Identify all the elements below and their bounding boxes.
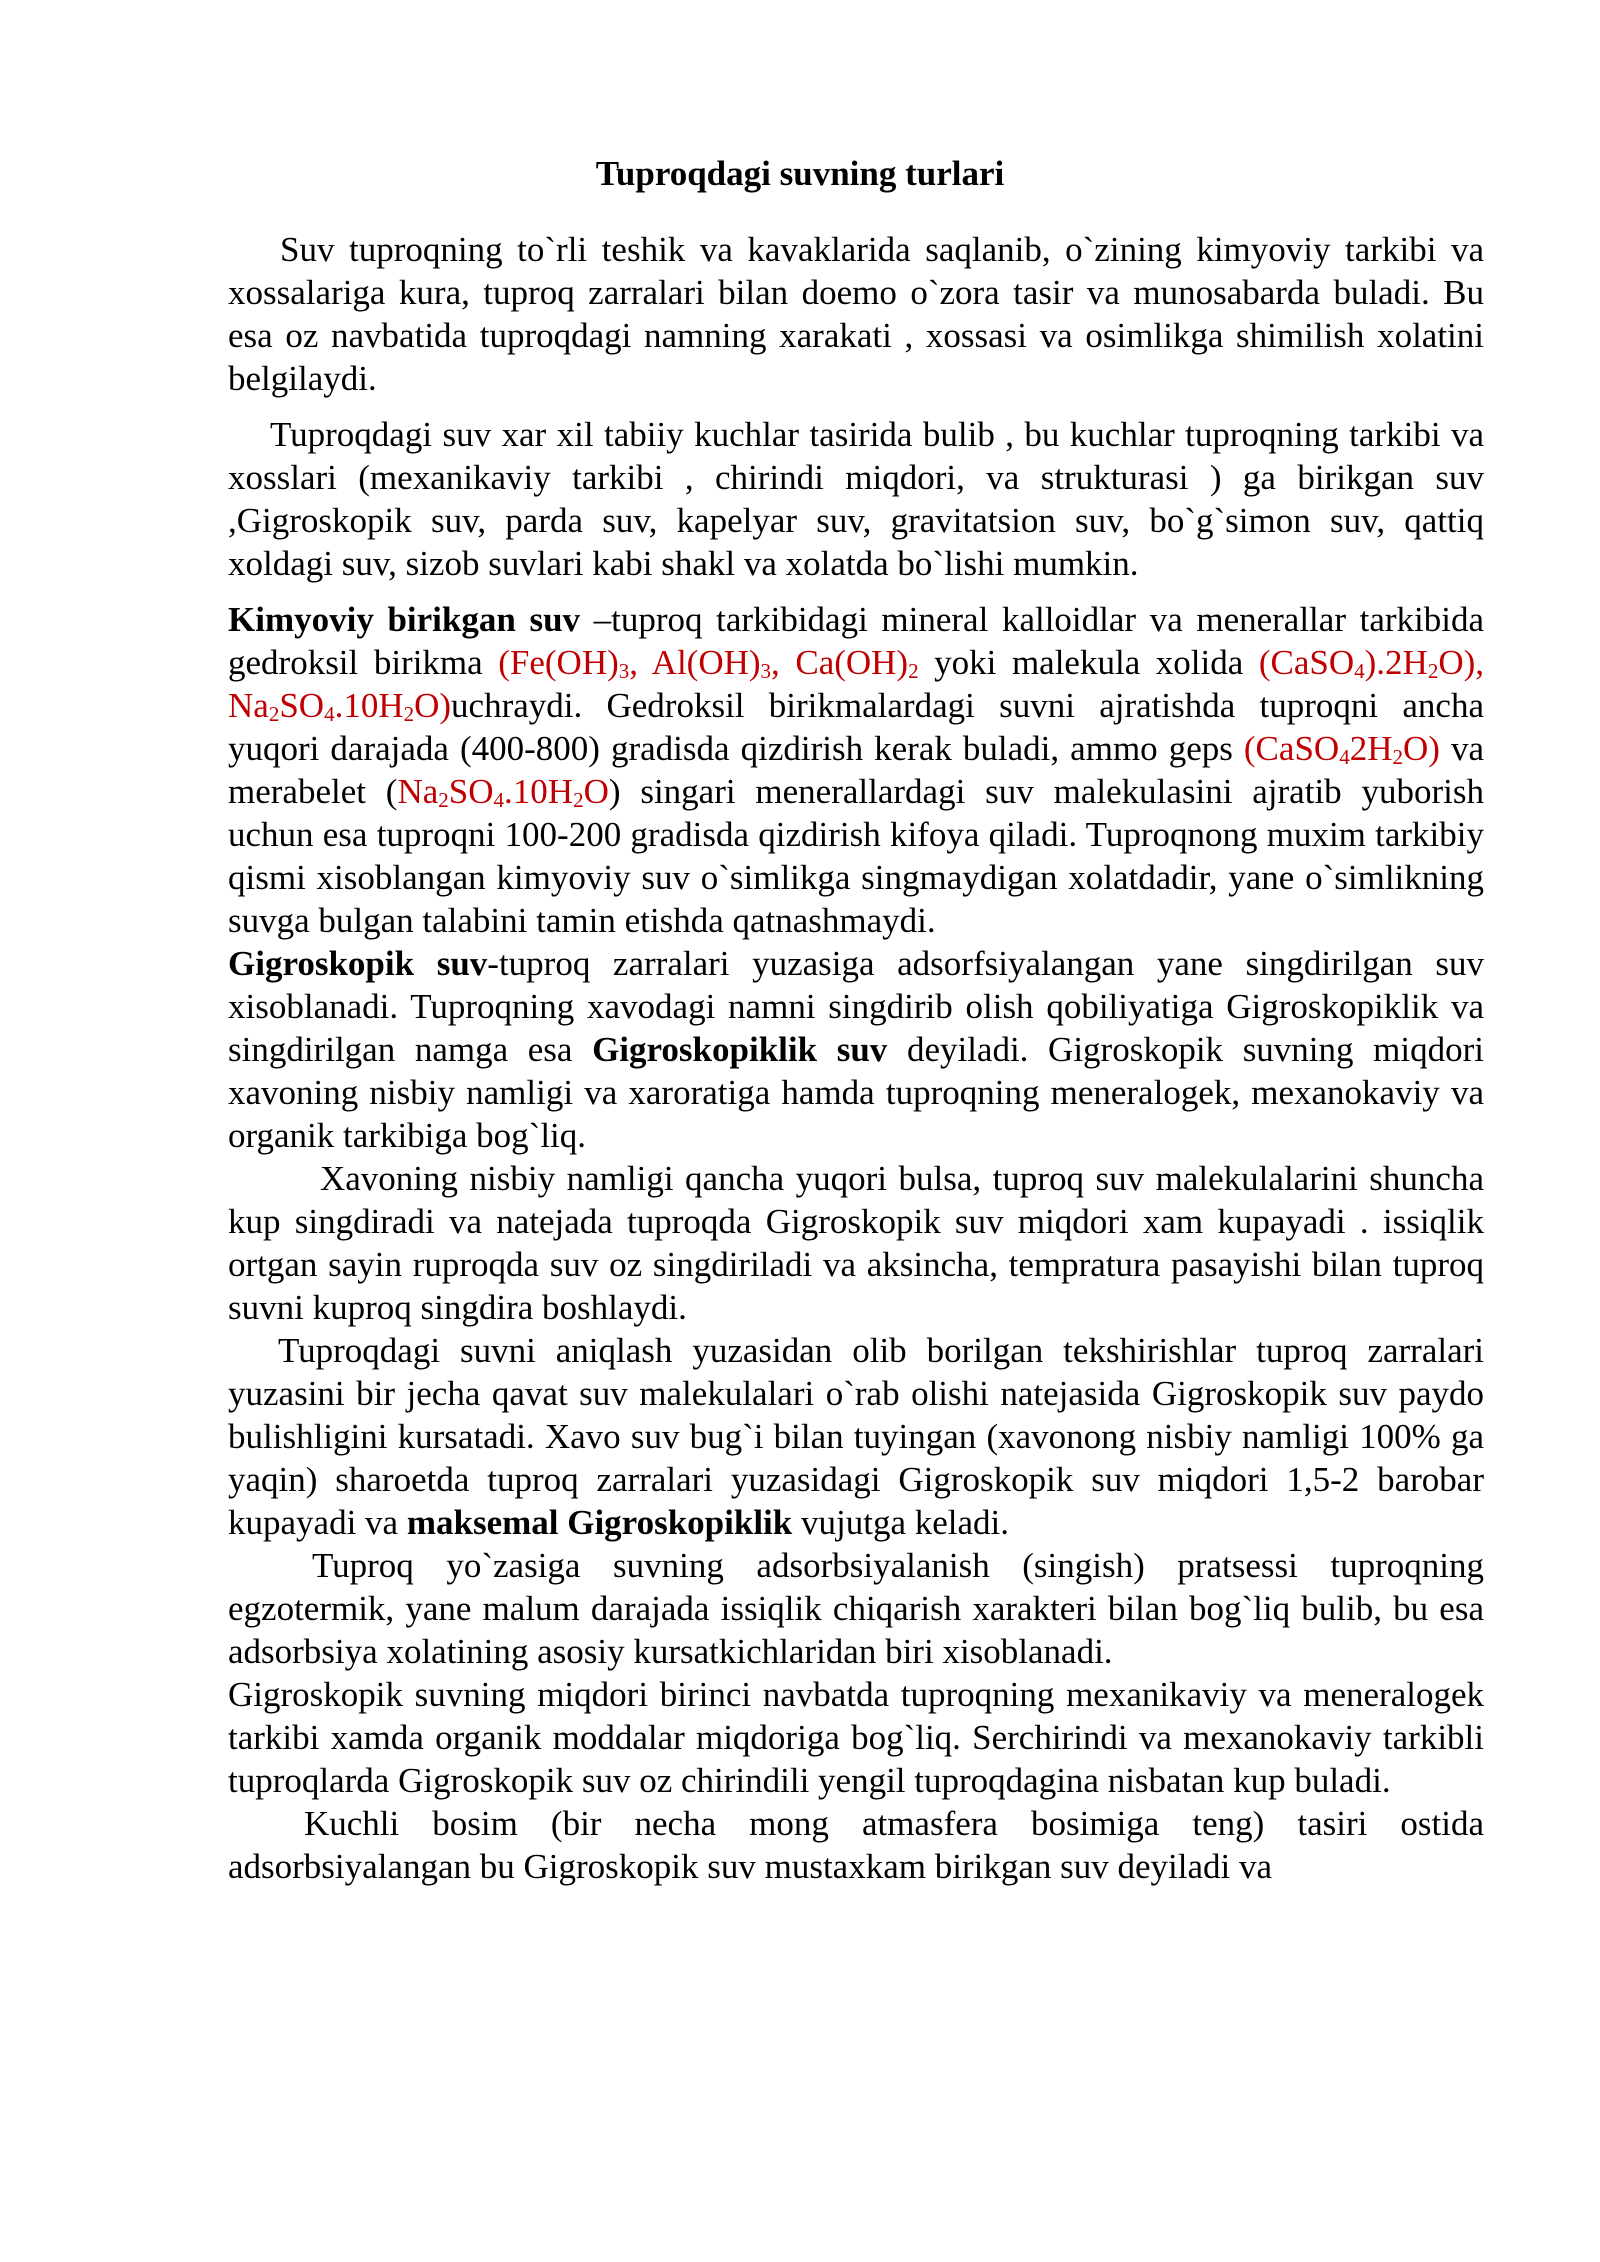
paragraph-text: vujutga keladi.	[792, 1503, 1010, 1542]
formula-part: , Ca(OH)	[771, 643, 909, 682]
paragraph-adsorption: Tuproq yo`zasiga suvning adsorbsiyalanish (singish) pratsessi tuproqning egzotermik, yane malum darajada issiqlik chiqarish xarakteri bilan bog`liq bulib, bu esa adsorbsiya xolatining asosiy kursatkichlaridan biri xisoblanadi.	[228, 1546, 1484, 1671]
paragraph-text: uchraydi. Gedroksil birikmalardagi suvni ajratishda tuproqni ancha yuqori darajada (400-800) gradisda qizdirish kerak buladi, ammo geps	[228, 686, 1484, 768]
paragraph-text: va merabelet (	[228, 729, 1484, 811]
formula-subscript: 3	[618, 658, 630, 683]
formula-subscript: 2	[573, 787, 584, 812]
paragraph-hygroscopic-water	[228, 942, 1484, 1157]
formula-part: O)	[414, 686, 452, 725]
paragraph-text: deyiladi. Gigroskopik suvning miqdori xavoning nisbiy namligi va xaroratiga hamda tuproqning meneralogek, mexanokaviy va organik tarkibiga bog`liq.	[228, 1030, 1484, 1155]
paragraph-water-types: Tuproqdagi suv xar xil tabiiy kuchlar tasirida bulib , bu kuchlar tuproqning tarkibi va xosslari (mexanikaviy tarkibi , chirindi miqdori, va strukturasi ) ga birikgan suv ,Gigroskopik suv, parda suv, kapelyar suv, gravitatsion suv, bo`g`simon suv, qattiq xoldagi suv, sizob suvlari kabi shakl va xolatda bo`lishi mumkin.	[228, 415, 1484, 583]
term-chemically-bound-water: Kimyoviy birikgan suv	[228, 600, 581, 639]
paragraph-text: Tuproqdagi suvni aniqlash yuzasidan olib borilgan tekshirishlar tuproq zarralari yuzasini bir jecha qavat suv malekulalari o`rab olishi natejasida Gigroskopik suv paydo bulishligini kursatadi. Xavo suv bug`i bilan tuyingan (xavonong nisbiy namligi 100% ga yaqin) sharoetda tuproq zarralari yuzasidagi Gigroskopik suv miqdori 1,5-2 barobar kupayadi va	[228, 1331, 1484, 1542]
formula-subscript: 2	[1392, 744, 1403, 769]
formula-mirabilite	[397, 772, 608, 811]
paragraph-research	[228, 1329, 1484, 1544]
term-hygroscopicity-water: Gigroskopiklik suv	[592, 1030, 888, 1069]
paragraph-intro: Suv tuproqning to`rli teshik va kavaklarida saqlanib, o`zining kimyoviy tarkibi va xossalariga kura, tuproq zarralari bilan doemo o`zora tasir va munosabarda buladi. Bu esa oz navbatida tuproqdagi namning xarakati , xossasi va osimlikga shimilish xolatini belgilaydi.	[228, 230, 1484, 398]
formula-part: ).2H	[1364, 643, 1428, 682]
term-max-hygroscopicity: maksemal Gigroskopiklik	[406, 1503, 793, 1542]
formula-part: O), Na	[228, 643, 1484, 725]
formula-part: Na	[397, 772, 439, 811]
formula-hydroxides	[498, 643, 918, 682]
formula-subscript: 2	[438, 787, 449, 812]
paragraph-text: –tuproq tarkibidagi mineral kalloidlar va menerallar tarkibida gedroksil birikma	[228, 600, 1484, 682]
paragraph-hygroscopic-amount: Gigroskopik suvning miqdori birinci navbatda tuproqning mexanikaviy va meneralogek tarkibi xamda organik moddalar miqdoriga bog`liq. Serchirindi va mexanokaviy tarkibli tuproqlarda Gigroskopik suv oz chirindili yengil tuproqdagina nisbatan kup buladi.	[228, 1675, 1484, 1800]
paragraph-text: ) singari menerallardagi suv malekulasini ajratib yuborish uchun esa tuproqni 100-200 gradisda qizdirish kifoya qiladi. Tuproqnong muxim tarkibiy qismi xisoblangan kimyoviy suv o`simlikga singmaydigan xolatdadir, yane o`simlikning suvga bulgan talabini tamin etishda qatnashmaydi.	[228, 772, 1484, 940]
formula-part: SO	[279, 686, 325, 725]
formula-part: (CaSO	[1258, 643, 1355, 682]
formula-part: 2H	[1349, 729, 1393, 768]
paragraph-pressure: Kuchli bosim (bir necha mong atmasfera bosimiga teng) tasiri ostida adsorbsiyalangan bu Gigroskopik suv mustaxkam birikgan suv deyiladi va	[228, 1804, 1484, 1886]
term-hygroscopic-water: Gigroskopik suv	[228, 944, 488, 983]
formula-subscript: 4	[1339, 744, 1350, 769]
document-body	[228, 228, 1484, 1888]
paragraph-chemically-bound-water	[228, 598, 1484, 942]
paragraph-air-humidity: Xavoning nisbiy namligi qancha yuqori bulsa, tuproq suv malekulalarini shuncha kup singdiradi va natejada tuproqda Gigroskopik suv miqdori xam kupayadi . issiqlik ortgan sayin ruproqda suv oz singdiriladi va aksincha, tempratura pasayishi bilan tuproq suvni kuproq singdira boshlaydi.	[228, 1159, 1484, 1327]
formula-subscript: 2	[403, 701, 415, 726]
paragraph-text: -tuproq zarralari yuzasiga adsorfsiyalangan yane singdirilgan suv xisoblanadi. Tuproqning xavodagi namni singdirib olish qobiliyatiga Gigroskopiklik va singdirilgan namga esa	[228, 944, 1484, 1069]
formula-part: (Fe(OH)	[498, 643, 619, 682]
formula-part: .10H	[334, 686, 404, 725]
formula-subscript: 3	[760, 658, 772, 683]
document-title: Tuproqdagi suvning turlari	[595, 154, 1005, 193]
formula-subscript: 4	[324, 701, 335, 726]
formula-subscript: 2	[268, 701, 280, 726]
formula-part: , Al(OH)	[629, 643, 761, 682]
formula-subscript: 4	[1354, 658, 1365, 683]
formula-part: SO	[448, 772, 494, 811]
formula-part: O)	[1402, 729, 1440, 768]
paragraph-text: yoki malekula xolida	[918, 643, 1259, 682]
formula-gypsum	[1244, 729, 1440, 768]
formula-subscript: 2	[1427, 658, 1439, 683]
formula-subscript: 2	[908, 658, 919, 683]
formula-part: .10H	[504, 772, 574, 811]
formula-subscript: 4	[493, 787, 505, 812]
formula-part: (CaSO	[1243, 729, 1340, 768]
formula-part: O	[583, 772, 609, 811]
